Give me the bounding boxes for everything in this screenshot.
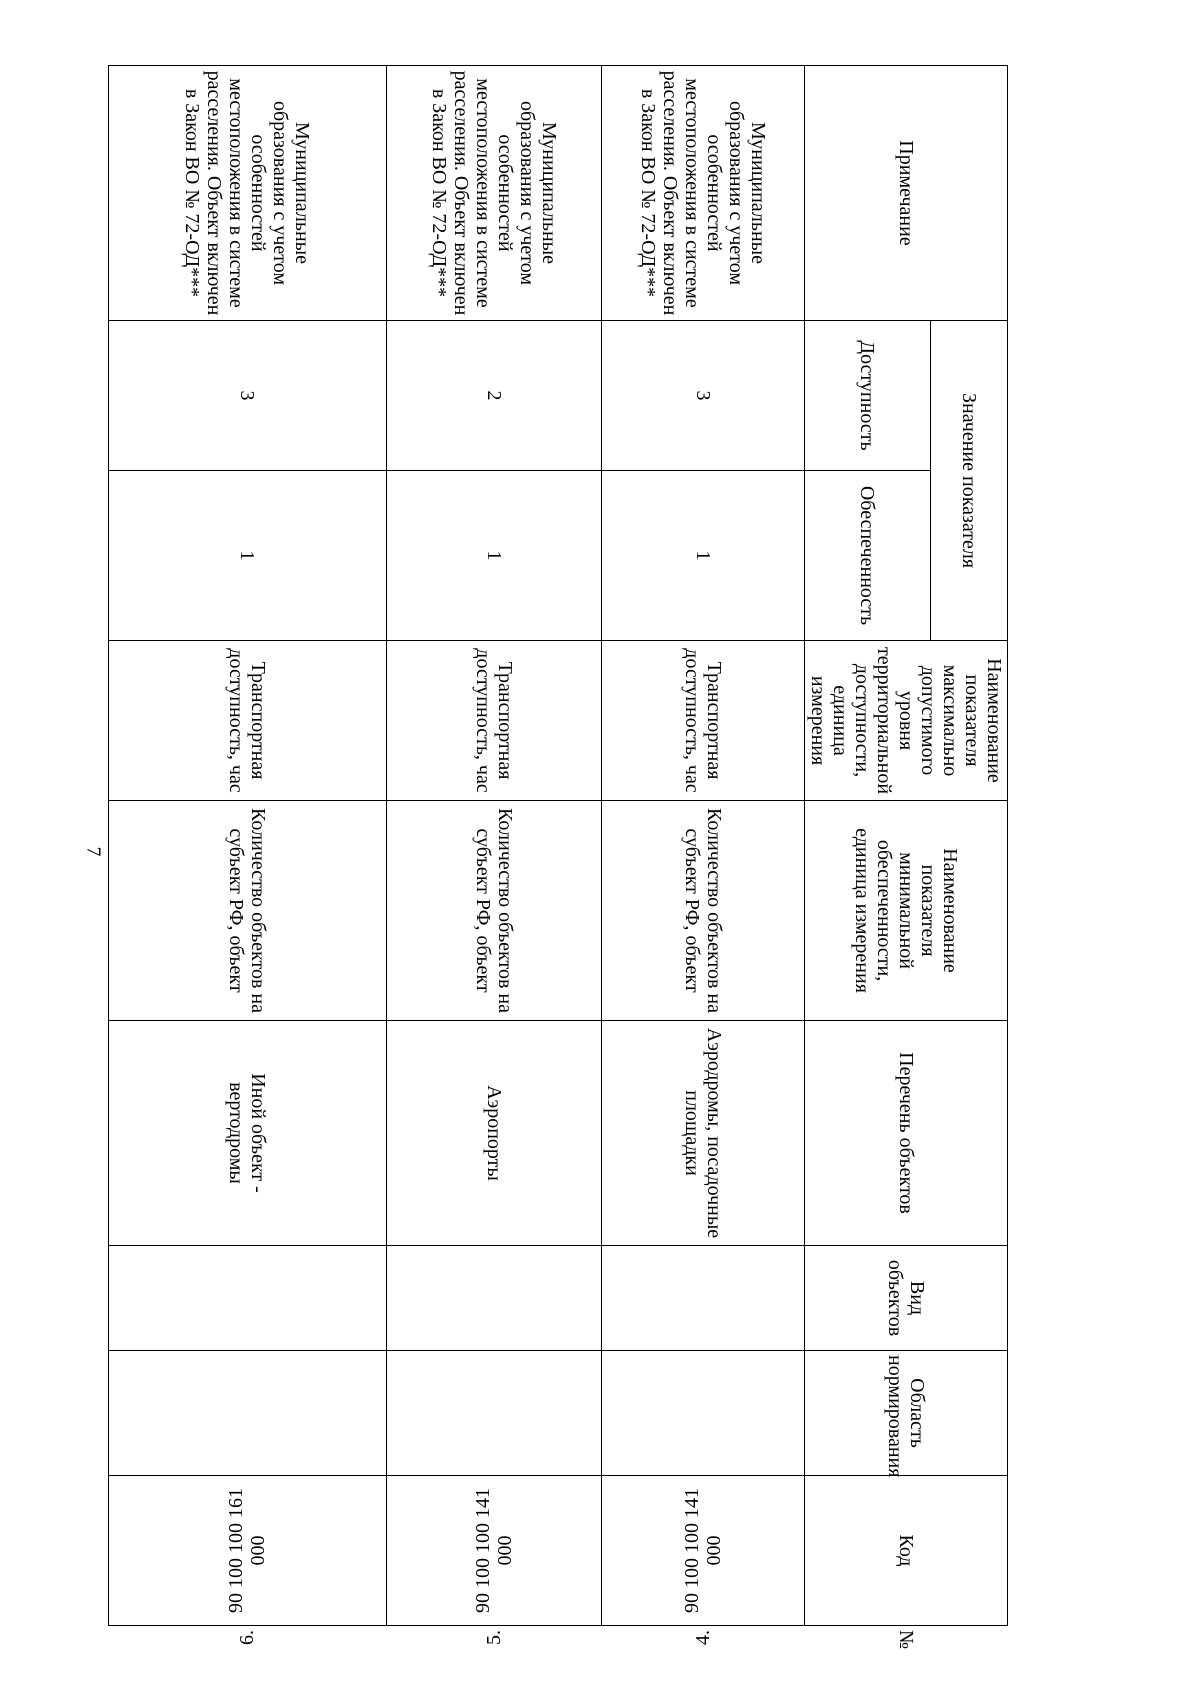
table-row	[109, 66, 387, 1626]
cell-num-text: 6.	[236, 1630, 259, 1646]
cell-area	[109, 1351, 387, 1476]
cell-access: 3	[109, 321, 387, 471]
cell-code	[387, 1476, 602, 1626]
cell-kind	[602, 1246, 805, 1351]
cell-max-indicator: Транспортная доступность, час	[387, 641, 602, 801]
header-max-indicator: Наименование показателя максимально допустимого уровня территориальной доступности, единица измерения	[805, 641, 1008, 801]
cell-min-indicator: Количество объектов на субъект РФ, объект	[387, 801, 602, 1021]
cell-kind	[387, 1246, 602, 1351]
cell-access: 3	[602, 321, 805, 471]
cell-min-indicator: Количество объектов на субъект РФ, объект	[602, 801, 805, 1021]
cell-min-indicator: Количество объектов на субъект РФ, объект	[109, 801, 387, 1021]
cell-provision: 1	[602, 471, 805, 641]
header-list: Перечень объектов	[805, 1021, 1008, 1246]
cell-note: Муниципальные образования с учетом особенностей местоположения в системе расселения. Объект включен в Закон ВО № 72-ОД***	[602, 66, 805, 321]
cell-access: 2	[387, 321, 602, 471]
header-area: Область нормирования	[805, 1351, 1008, 1476]
cell-area	[387, 1351, 602, 1476]
cell-code	[602, 1476, 805, 1626]
cell-area	[602, 1351, 805, 1476]
page-number: 7	[82, 846, 105, 857]
cell-code-text: 90 100 100 141 000	[681, 1488, 725, 1614]
header-kind: Вид объектов	[805, 1246, 1008, 1351]
cell-code	[109, 1476, 387, 1626]
cell-provision: 1	[109, 471, 387, 641]
rotated-table-wrapper	[128, 65, 1008, 1650]
cell-code-text: 90 100 100 141 000	[472, 1488, 516, 1614]
header-code: Код	[805, 1476, 1008, 1626]
header-provision: Обеспеченность	[805, 471, 931, 641]
cell-list: Аэропорты	[387, 1021, 602, 1246]
cell-num-text: 5.	[483, 1630, 505, 1646]
cell-code-text: 90 100 100 161 000	[225, 1488, 270, 1614]
header-min-indicator: Наименование показателя минимальной обеспеченности, единица измерения	[805, 801, 1008, 1021]
cell-note: Муниципальные образования с учетом особенностей местоположения в системе расселения. Объект включен в Закон ВО № 72-ОД***	[109, 66, 387, 321]
cell-kind	[109, 1246, 387, 1351]
header-access: Доступность	[805, 321, 931, 471]
table-row	[602, 66, 805, 1626]
cell-num-text: 4.	[692, 1630, 714, 1646]
cell-note: Муниципальные образования с учетом особенностей местоположения в системе расселения. Объект включен в Закон ВО № 72-ОД***	[387, 66, 602, 321]
cell-max-indicator: Транспортная доступность, час	[109, 641, 387, 801]
header-note: Примечание	[805, 66, 1008, 321]
cell-provision: 1	[387, 471, 602, 641]
header-value-group: Значение показателя	[930, 321, 1007, 641]
cell-list: Иной объект - вертодромы	[109, 1021, 387, 1246]
norms-table: Примечание Значение показателя Наименование показателя максимально допустимого уровня территориальной доступности, единица измерения Наименование показателя минимальной обеспеченности, единица измерения Перечень объектов Вид объектов Область нормирования Код № Доступность Обеспеченность Муниципальные образования с учетом особенностей местоположения в системе расселения. Объект включен в Закон ВО № 72-ОД*** 3 1 Транспортная доступность, час Количество объектов на субъект РФ, объект Аэродромы, посадочные площадки 90 100 100 141 000 4. Муниципальные образования с учетом особенностей местоположения в системе расселения. Объект включен в Закон ВО № 72-ОД*** 2 1 Транспортная доступность, час Количество объектов на субъект РФ, объект Аэропорты 90 100 100 141 000 5. Муниципальные образования с учетом особенностей местоположения в системе расселения. Объект включен в Закон ВО № 72-ОД*** 3 1 Транспортная доступность, час Количество объектов на субъект РФ, объект Иной объект - вертодромы 90 100 100 161 000 6.	[108, 65, 1008, 1626]
cell-list: Аэродромы, посадочные площадки	[602, 1021, 805, 1246]
cell-max-indicator: Транспортная доступность, час	[602, 641, 805, 801]
table-row	[387, 66, 602, 1626]
